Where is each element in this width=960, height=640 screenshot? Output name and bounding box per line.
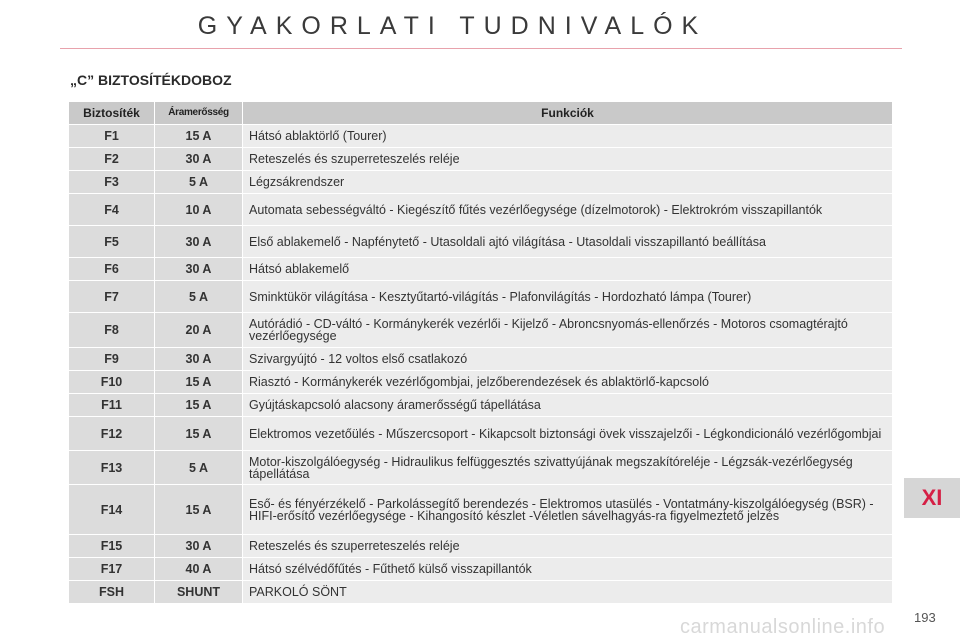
fuse-amperage: 15 A — [155, 125, 243, 148]
fuse-id: FSH — [69, 581, 155, 604]
table-row — [69, 451, 893, 485]
fuse-function: Hátsó szélvédőfűtés - Fűthető külső visszapillantók — [243, 558, 893, 581]
fuse-amperage: 15 A — [155, 371, 243, 394]
table-row — [69, 535, 893, 558]
fuse-function: Hátsó ablakemelő — [243, 258, 893, 281]
fuse-amperage: 30 A — [155, 226, 243, 258]
fuse-id: F1 — [69, 125, 155, 148]
fuse-function: Hátsó ablaktörlő (Tourer) — [243, 125, 893, 148]
fuse-amperage: 15 A — [155, 394, 243, 417]
fuse-amperage: SHUNT — [155, 581, 243, 604]
chapter-tab — [904, 478, 960, 518]
fuse-function: Gyújtáskapcsoló alacsony áramerősségű tápellátása — [243, 394, 893, 417]
fuse-table — [68, 101, 893, 604]
table-row — [69, 281, 893, 313]
fuse-amperage: 30 A — [155, 258, 243, 281]
table-row — [69, 581, 893, 604]
table-row — [69, 258, 893, 281]
table-row — [69, 125, 893, 148]
fuse-amperage: 5 A — [155, 171, 243, 194]
fuse-id: F4 — [69, 194, 155, 226]
table-row — [69, 348, 893, 371]
fuse-amperage: 30 A — [155, 148, 243, 171]
table-row — [69, 171, 893, 194]
fuse-function: Motor-kiszolgálóegység - Hidraulikus felfüggesztés szivattyújának megszakítóreléje - Légzsák-vezérlőegység tápellátása — [243, 451, 893, 485]
fuse-amperage: 5 A — [155, 281, 243, 313]
fuse-amperage: 10 A — [155, 194, 243, 226]
fuse-function: Szivargyújtó - 12 voltos első csatlakozó — [243, 348, 893, 371]
table-header-row — [69, 102, 893, 125]
fuse-id: F6 — [69, 258, 155, 281]
fuse-id: F3 — [69, 171, 155, 194]
table-row — [69, 148, 893, 171]
fuse-id: F2 — [69, 148, 155, 171]
fuse-function: Reteszelés és szuperreteszelés reléje — [243, 535, 893, 558]
fuse-function: PARKOLÓ SÖNT — [243, 581, 893, 604]
section-heading: „C” BIZTOSÍTÉKDOBOZ — [70, 72, 232, 88]
fuse-id: F5 — [69, 226, 155, 258]
fuse-id: F15 — [69, 535, 155, 558]
fuse-function: Eső- és fényérzékelő - Parkolássegítő berendezés - Elektromos utasülés - Vontatmány-kiszolgálóegység (BSR) - HIFI-erősítő vezérlőegysége - Kihangosító készlet -Véletlen sávelhagyás-ra figyelmeztető jelzés — [243, 485, 893, 535]
fuse-id: F12 — [69, 417, 155, 451]
fuse-function: Elektromos vezetőülés - Műszercsoport - Kikapcsolt biztonsági övek visszajelzői - Légkondicionáló vezérlőgombjai — [243, 417, 893, 451]
table-row — [69, 313, 893, 348]
fuse-amperage: 5 A — [155, 451, 243, 485]
chapter-number: XI — [921, 485, 943, 510]
fuse-function: Reteszelés és szuperreteszelés reléje — [243, 148, 893, 171]
watermark: carmanualsonline.info — [680, 616, 886, 638]
fuse-id: F9 — [69, 348, 155, 371]
table-row — [69, 558, 893, 581]
fuse-id: F7 — [69, 281, 155, 313]
header-functions: Funkciók — [243, 102, 893, 125]
table-row — [69, 485, 893, 535]
fuse-amperage: 40 A — [155, 558, 243, 581]
fuse-function: Légzsákrendszer — [243, 171, 893, 194]
page-number: 193 — [914, 610, 936, 625]
table-row — [69, 394, 893, 417]
table-row — [69, 226, 893, 258]
fuse-id: F13 — [69, 451, 155, 485]
header-fuse: Biztosíték — [69, 102, 155, 125]
fuse-function: Első ablakemelő - Napfénytető - Utasoldali ajtó világítása - Utasoldali visszapillantó beállítása — [243, 226, 893, 258]
fuse-amperage: 30 A — [155, 348, 243, 371]
page-title: GYAKORLATI TUDNIVALÓK — [197, 12, 708, 40]
table-row — [69, 417, 893, 451]
fuse-id: F17 — [69, 558, 155, 581]
title-divider — [60, 48, 902, 49]
fuse-id: F10 — [69, 371, 155, 394]
fuse-amperage: 30 A — [155, 535, 243, 558]
fuse-function: Sminktükör világítása - Kesztyűtartó-világítás - Plafonvilágítás - Hordozható lámpa (Tourer) — [243, 281, 893, 313]
fuse-id: F14 — [69, 485, 155, 535]
fuse-amperage: 15 A — [155, 485, 243, 535]
fuse-id: F11 — [69, 394, 155, 417]
fuse-function: Autórádió - CD-váltó - Kormánykerék vezérlői - Kijelző - Abroncsnyomás-ellenőrzés - Motoros csomagtérajtó vezérlőegysége — [243, 313, 893, 348]
fuse-amperage: 15 A — [155, 417, 243, 451]
fuse-id: F8 — [69, 313, 155, 348]
header-amperage: Áramerősség — [155, 102, 243, 125]
table-row — [69, 194, 893, 226]
fuse-function: Riasztó - Kormánykerék vezérlőgombjai, jelzőberendezések és ablaktörlő-kapcsoló — [243, 371, 893, 394]
fuse-amperage: 20 A — [155, 313, 243, 348]
fuse-function: Automata sebességváltó - Kiegészítő fűtés vezérlőegysége (dízelmotorok) - Elektrokróm visszapillantók — [243, 194, 893, 226]
table-row — [69, 371, 893, 394]
